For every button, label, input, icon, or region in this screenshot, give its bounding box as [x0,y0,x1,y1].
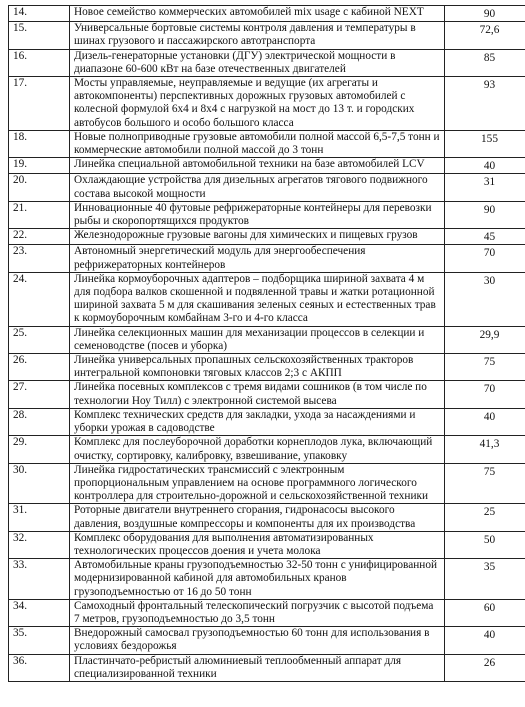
row-description: Линейка посевных комплексов с тремя видами сошников (в том числе по технологии Ноу Тилл) с электронной системой высева [70,381,445,408]
table-row [9,158,525,174]
row-number: 36. [9,654,70,681]
row-value: 29,9 [445,326,525,353]
row-description: Дизель-генераторные установки (ДГУ) электрической мощности в диапазоне 60-600 кВт на базе отечественных двигателей [70,49,445,76]
row-number: 29. [9,436,70,463]
table-row [9,49,525,76]
table-row [9,381,525,408]
row-description: Охлаждающие устройства для дизельных агрегатов тягового подвижного состава высокой мощности [70,174,445,201]
table-row [9,174,525,201]
row-value: 45 [445,229,525,245]
table-row [9,6,525,22]
table-row [9,22,525,49]
table-row [9,326,525,353]
row-number: 33. [9,559,70,600]
row-value: 25 [445,504,525,531]
table-row [9,436,525,463]
row-description: Пластинчато-ребристый алюминиевый теплообменный аппарат для специализированной техники [70,654,445,681]
row-value: 90 [445,201,525,228]
row-number: 25. [9,326,70,353]
table-row [9,627,525,654]
row-value: 31 [445,174,525,201]
row-value: 35 [445,559,525,600]
table-row [9,408,525,435]
row-description: Комплекс для послеуборочной доработки корнеплодов лука, включающий очистку, сортировку, калибровку, взвешивание, упаковку [70,436,445,463]
row-number: 23. [9,245,70,272]
row-number: 15. [9,22,70,49]
row-number: 27. [9,381,70,408]
table-row [9,531,525,558]
row-value: 60 [445,599,525,626]
table-row [9,130,525,157]
table-row [9,201,525,228]
row-description: Комплекс оборудования для выполнения автоматизированных технологических процессов доения и учета молока [70,531,445,558]
row-description: Комплекс технических средств для закладки, ухода за насаждениями и уборки урожая в садоводстве [70,408,445,435]
row-number: 19. [9,158,70,174]
row-number: 34. [9,599,70,626]
table-row [9,229,525,245]
row-value: 26 [445,654,525,681]
row-description: Линейка селекционных машин для механизации процессов в селекции и семеноводстве (посев и уборка) [70,326,445,353]
row-value: 30 [445,272,525,326]
row-number: 26. [9,354,70,381]
row-description: Новое семейство коммерческих автомобилей mix usage с кабиной NEXT [70,6,445,22]
row-value: 40 [445,627,525,654]
row-description: Линейка универсальных пропашных сельскохозяйственных тракторов интегральной компоновки тяговых классов 2;3 с АКПП [70,354,445,381]
row-value: 85 [445,49,525,76]
row-number: 17. [9,77,70,131]
projects-table [8,5,525,682]
row-value: 70 [445,245,525,272]
row-description: Роторные двигатели внутреннего сгорания, гидронасосы высокого давления, воздушные компрессоры и компоненты для их производства [70,504,445,531]
table-row [9,272,525,326]
table-row [9,599,525,626]
row-value: 75 [445,354,525,381]
table-row [9,504,525,531]
projects-table-body [9,6,525,682]
row-value: 72,6 [445,22,525,49]
row-value: 41,3 [445,436,525,463]
row-description: Новые полноприводные грузовые автомобили полной массой 6,5-7,5 тонн и коммерческие автомобили полной массой до 3 тонн [70,130,445,157]
table-row [9,463,525,504]
row-number: 28. [9,408,70,435]
row-value: 90 [445,6,525,22]
row-number: 35. [9,627,70,654]
row-value: 40 [445,158,525,174]
row-value: 155 [445,130,525,157]
row-number: 18. [9,130,70,157]
row-description: Автомобильные краны грузоподъемностью 32-50 тонн с унифицированной модернизированной кабиной для автомобильных кранов грузоподъемностью от 16 до 50 тонн [70,559,445,600]
row-description: Линейка специальной автомобильной техники на базе автомобилей LCV [70,158,445,174]
row-description: Линейка кормоуборочных адаптеров – подборщика шириной захвата 4 м для подбора валков скошенной и подвяленной травы и жатки ротационной шириной захвата 5 м для скашивания зеленых сеяных и естественных трав к кормоуборочным комбайнам 3-го и 4-го класса [70,272,445,326]
table-row [9,245,525,272]
row-description: Железнодорожные грузовые вагоны для химических и пищевых грузов [70,229,445,245]
row-description: Инновационные 40 футовые рефрижераторные контейнеры для перевозки рыбы и скоропортящихся продуктов [70,201,445,228]
row-number: 16. [9,49,70,76]
table-row [9,654,525,681]
row-value: 50 [445,531,525,558]
row-value: 70 [445,381,525,408]
row-value: 93 [445,77,525,131]
row-number: 14. [9,6,70,22]
row-number: 31. [9,504,70,531]
row-description: Мосты управляемые, неуправляемые и ведущие (их агрегаты и автокомпоненты) перспективных дорожных грузовых автомобилей с колесной формулой 6х4 и 8х4 с нагрузкой на мост до 13 т. и городских автобусов большого и особо большого класса [70,77,445,131]
table-row [9,77,525,131]
row-description: Самоходный фронтальный телескопический погрузчик с высотой подъема 7 метров, грузоподъемностью до 3,5 тонн [70,599,445,626]
row-number: 32. [9,531,70,558]
row-description: Автономный энергетический модуль для энергообеспечения рефрижераторных контейнеров [70,245,445,272]
row-number: 20. [9,174,70,201]
row-description: Линейка гидростатических трансмиссий с электронным пропорциональным управлением на основе программного логического контроллера для строительно-дорожной и сельскохозяйственной техники [70,463,445,504]
row-number: 24. [9,272,70,326]
row-value: 40 [445,408,525,435]
table-row [9,354,525,381]
row-description: Внедорожный самосвал грузоподъемностью 60 тонн для использования в условиях бездорожья [70,627,445,654]
row-number: 22. [9,229,70,245]
row-number: 30. [9,463,70,504]
table-row [9,559,525,600]
row-value: 75 [445,463,525,504]
row-description: Универсальные бортовые системы контроля давления и температуры в шинах грузового и пассажирского автотранспорта [70,22,445,49]
row-number: 21. [9,201,70,228]
